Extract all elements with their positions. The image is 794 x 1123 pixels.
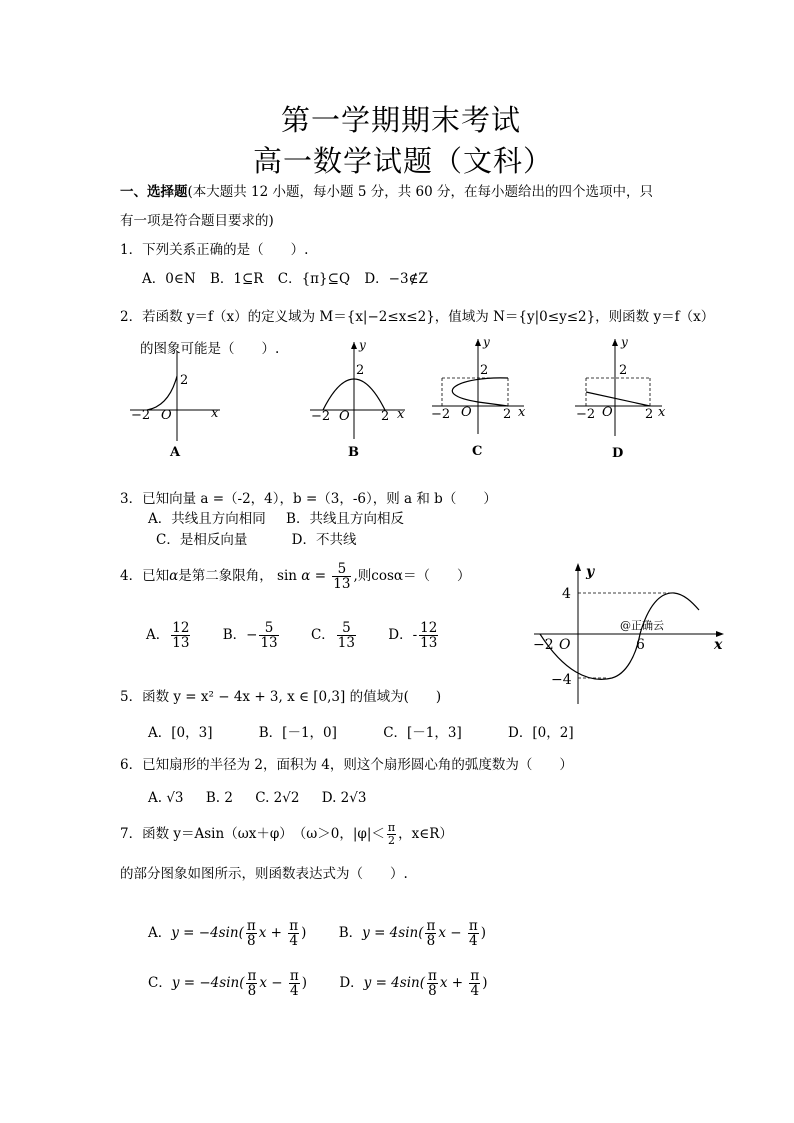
q3-options-row-1	[148, 507, 404, 527]
q2c-label: C	[472, 444, 483, 458]
q5-stem: 5．函数 y = x² − 4x + 3, x ∈ [0,3] 的值域为( )	[120, 689, 442, 705]
q7-option-b: B．y = 4sin( $\frac{\pi}{8}$ x − $\frac{\pi}{4}$ )	[338, 918, 487, 950]
q5-option-c: C．[－1，3]	[383, 725, 462, 741]
q2b-tick-2y: 2	[356, 363, 365, 378]
q4-stem	[120, 562, 471, 591]
q2b-label: B	[348, 445, 359, 460]
q2a-x-label: x	[211, 406, 219, 421]
q1-stem: 1．下列关系正确的是（ ）.	[120, 242, 309, 258]
q4-option-b	[222, 620, 281, 652]
q1-option-c: C．{π}⊆Q	[277, 271, 351, 287]
q1-option-b: B．1⊆R	[209, 271, 264, 287]
q7-stem-pre: 7．函数 y＝Asin（ωx＋φ） （ω＞0，|φ|＜	[120, 826, 385, 842]
q7-option-a: A．y = −4sin( $\frac{\pi}{8}$ x + $\frac{\pi}{4}$ )	[148, 918, 307, 950]
q2c-x-label: x	[518, 405, 526, 420]
q4-option-c	[310, 620, 358, 652]
q4-num: 5	[332, 562, 351, 577]
q5-options	[148, 721, 574, 741]
q6-option-c: C. 2√2	[255, 790, 300, 806]
q2c-tick-2y: 2	[480, 363, 489, 378]
sine-x-label: x	[714, 637, 723, 653]
q2-graph-c	[428, 336, 540, 458]
q6-option-d: D. 2√3	[321, 790, 367, 806]
q4-den: 13	[333, 576, 351, 593]
q7-pi: π	[387, 821, 396, 835]
q5-option-b: B．[－1，0]	[258, 725, 337, 741]
q2a-origin: O	[161, 408, 172, 423]
q7-stem-post: ，x∈R）	[398, 826, 453, 842]
watermark: @正确云	[620, 619, 664, 632]
section-head: 一、选择题	[120, 184, 188, 200]
q4-d-sign: -	[412, 627, 418, 644]
sine-six: 6	[636, 637, 645, 653]
q2d-tick-2y: 2	[619, 363, 628, 378]
q4-a-den: 13	[172, 635, 190, 652]
q4-stem-post: ,则cosα＝（ ）	[353, 568, 471, 585]
q7-stem-2: 的部分图象如图所示，则函数表达式为（ ）.	[120, 866, 408, 882]
q3-option-d: D．不共线	[291, 532, 357, 548]
q1-options	[142, 267, 428, 287]
q2b-tick-2x: 2	[381, 409, 390, 424]
q4-b-num: 5	[259, 621, 278, 636]
q5-option-d: D．[0，2]	[508, 725, 574, 741]
q3-option-c: C．是相反向量	[156, 532, 248, 548]
q7-pi-over-2	[387, 822, 396, 846]
q3-option-b: B．共线且方向相反	[286, 511, 404, 527]
q2d-x-label: x	[658, 405, 666, 420]
q7-two: 2	[388, 834, 396, 847]
q1-option-d: D．−3∉Z	[364, 271, 428, 287]
q7-options-row-2	[148, 969, 488, 998]
q2b-x-label: x	[397, 407, 405, 422]
sine-graph	[528, 560, 728, 710]
q2d-tick-2x: 2	[645, 407, 654, 422]
q2c-tick-2x: 2	[503, 407, 512, 422]
q4-option-d	[388, 620, 440, 652]
q7-option-c: C．y = −4sin( $\frac{\pi}{8}$ x − $\frac{\pi}{4}$ )	[148, 968, 308, 1000]
q2-graph-b	[305, 340, 415, 460]
q7-options-row-1	[148, 919, 486, 948]
q2-stem-1: 2．若函数 y＝f（x）的定义域为 M＝{x|−2≤x≤2}，值域为 N＝{y|0≤y≤2}，则函数 y＝f（x）	[120, 309, 715, 325]
q7-option-d: D．y = 4sin( $\frac{\pi}{8}$ x + $\frac{\pi}{4}$ )	[339, 968, 488, 1000]
q4-options	[146, 621, 440, 650]
q2a-tick-neg2: −2	[131, 408, 151, 423]
sine-y-label: y	[586, 564, 595, 580]
section-note-2: 有一项是符合题目要求的)	[120, 213, 274, 229]
q1-option-a: A．0∈N	[142, 271, 196, 287]
sine-origin: O	[559, 637, 571, 653]
q2-graph-d	[572, 336, 672, 460]
q2b-tick-neg2: −2	[311, 409, 331, 424]
q2-graph-a	[125, 348, 225, 460]
q3-options-row-2	[156, 528, 356, 548]
q2d-label: D	[612, 446, 624, 460]
q6-option-b: B. 2	[205, 790, 233, 806]
q4-option-a	[146, 620, 192, 652]
section-header	[120, 180, 653, 200]
q6-stem: 6．已知扇形的半径为 2，面积为 4，则这个扇形圆心角的弧度数为（ ）	[120, 757, 573, 773]
q2d-origin: O	[602, 405, 613, 420]
q2d-tick-neg2: −2	[576, 407, 596, 422]
q4-b-label: B．	[222, 627, 247, 644]
q5-option-a: A．[0，3]	[148, 725, 213, 741]
section-note-1: (本大题共 12 小题，每小题 5 分，共 60 分，在每小题给出的四个选项中，只	[187, 184, 653, 200]
q4-b-sign: −	[246, 627, 258, 644]
q2c-y-label: y	[483, 336, 490, 349]
q4-c-label: C．	[310, 627, 335, 644]
q2c-origin: O	[461, 405, 472, 420]
q4-stem-pre: 4．已知	[120, 568, 170, 585]
q3-option-a: A．共线且方向相同	[148, 511, 266, 527]
q7-stem	[120, 822, 453, 847]
q4-d-num: 12	[420, 620, 438, 636]
q4-fraction	[332, 562, 351, 591]
q6-option-a: A. √3	[148, 790, 184, 806]
q2a-label: A	[170, 445, 181, 460]
title-line-2: 高一数学试题（文科）	[253, 144, 554, 178]
q4-stem-mid: 是第二象限角，	[178, 568, 273, 585]
q4-c-num: 5	[337, 621, 356, 636]
q4-a-label: A．	[146, 627, 170, 644]
q4-c-den: 13	[337, 635, 355, 652]
q2-stem-2: 的图象可能是（ ）.	[140, 341, 280, 357]
q2a-tick-2: 2	[180, 373, 189, 388]
q4-d-label: D．	[388, 627, 413, 644]
q4-alpha: α	[169, 568, 179, 585]
q3-stem: 3．已知向量 a =（-2，4），b =（3，-6），则 a 和 b（ ）	[120, 491, 497, 507]
q4-sin: sin	[277, 568, 297, 585]
q6-options	[148, 790, 366, 806]
q2d-y-label: y	[621, 336, 628, 349]
q2c-tick-neg2: −2	[431, 407, 451, 422]
q4-eq: =	[314, 568, 326, 585]
sine-four: 4	[562, 586, 571, 602]
q2b-y-label: y	[359, 340, 366, 352]
q2b-origin: O	[339, 409, 350, 424]
q4-a-num: 12	[172, 620, 190, 636]
q4-d-den: 13	[420, 635, 438, 652]
q4-b-den: 13	[260, 635, 278, 652]
sine-neg-four: −4	[551, 672, 572, 688]
q4-alpha-2: α	[301, 568, 311, 585]
title-line-1: 第一学期期末考试	[281, 103, 522, 137]
sine-neg-two: −2	[533, 637, 554, 653]
